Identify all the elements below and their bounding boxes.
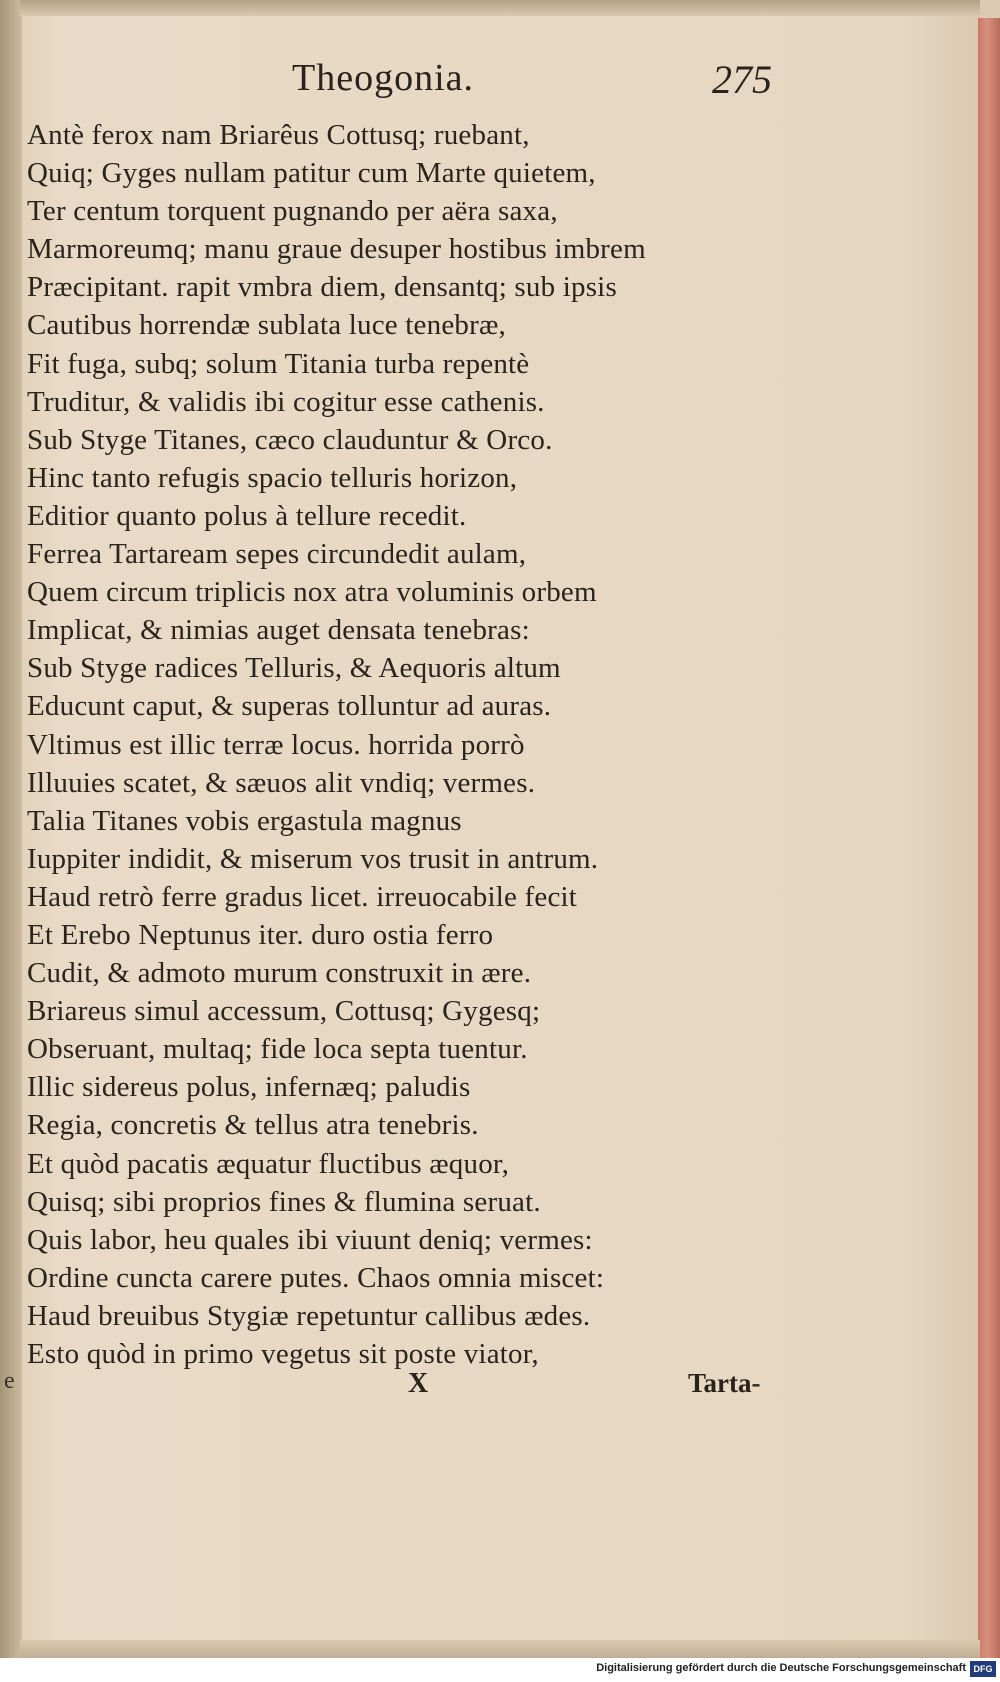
verse-line: Iuppiter indidit, & miserum vos trusit in antrum.	[27, 842, 599, 875]
verse-line: Cautibus horrendæ sublata luce tenebræ,	[27, 309, 506, 342]
verse-line: Quisq; sibi proprios fines & flumina seruat.	[27, 1185, 541, 1218]
verse-line: Regia, concretis & tellus atra tenebris.	[27, 1109, 479, 1142]
red-fore-edge	[978, 18, 1000, 1658]
page-top-edge	[20, 0, 980, 16]
verse-line: Quem circum triplicis nox atra voluminis orbem	[27, 576, 597, 609]
running-head	[22, 56, 802, 106]
verse-line: Et Erebo Neptunus iter. duro ostia ferro	[27, 918, 494, 951]
verse-line: Cudit, & admoto murum construxit in ære.	[27, 957, 532, 990]
page-number: 275	[712, 57, 772, 102]
running-head-title: Theogonia.	[292, 57, 475, 99]
verse-line: Esto quòd in primo vegetus sit poste viator,	[27, 1338, 539, 1370]
page-gutter	[0, 0, 22, 1682]
verse-line: Ferrea Tartaream sepes circundedit aulam,	[27, 538, 527, 571]
catchword: Tarta-	[688, 1368, 761, 1398]
signature-mark: X	[408, 1368, 429, 1399]
verse-line: Ordine cuncta carere putes. Chaos omnia miscet:	[27, 1261, 605, 1294]
verse-line: Quis labor, heu quales ibi viuunt deniq; vermes:	[27, 1223, 593, 1256]
verse-line: Marmoreumq; manu graue desuper hostibus imbrem	[27, 233, 646, 266]
digitization-footer	[0, 1658, 1000, 1682]
verse-line: Truditur, & validis ibi cogitur esse cathenis.	[27, 385, 545, 418]
verse-line: Haud breuibus Stygiæ repetuntur callibus ædes.	[27, 1299, 591, 1332]
verse-line: Antè ferox nam Briarêus Cottusq; ruebant,	[27, 119, 530, 151]
verse-line: Hinc tanto refugis spacio telluris horizon,	[27, 461, 518, 494]
verse-line: Briareus simul accessum, Cottusq; Gygesq;	[27, 995, 541, 1028]
verse-line: Vltimus est illic terræ locus. horrida porrò	[27, 728, 525, 761]
verse-line: Præcipitant. rapit vmbra diem, densantq; sub ipsis	[27, 271, 617, 304]
dfg-logo: DFG	[970, 1661, 996, 1677]
verse-line: Editior quanto polus à tellure recedit.	[27, 499, 467, 532]
verse-line: Haud retrò ferre gradus licet. irreuocabile fecit	[27, 880, 578, 913]
page-bottom-edge	[20, 1640, 980, 1658]
verse-line: Obseruant, multaq; fide loca septa tuentur.	[27, 1033, 528, 1066]
margin-mark: e	[4, 1368, 15, 1394]
footer-credit-text: Digitalisierung gefördert durch die Deutsche Forschungsgemeinschaft	[596, 1662, 966, 1674]
verse-line: Illic sidereus polus, infernæq; paludis	[27, 1071, 471, 1104]
verse-line: Talia Titanes vobis ergastula magnus	[27, 804, 462, 837]
verse-line: Fit fuga, subq; solum Titania turba repentè	[27, 347, 530, 380]
verse-line: Implicat, & nimias auget densata tenebras:	[27, 614, 530, 647]
verse-line: Educunt caput, & superas tolluntur ad auras.	[27, 690, 552, 723]
verse-line: Ter centum torquent pugnando per aëra saxa,	[27, 195, 558, 228]
verse-line: Sub Styge radices Telluris, & Aequoris altum	[27, 652, 561, 685]
verse-text-block	[27, 116, 747, 1373]
verse-line: Illuuies scatet, & sæuos alit vndiq; vermes.	[27, 766, 536, 799]
verse-line: Sub Styge Titanes, cæco clauduntur & Orco.	[27, 423, 553, 456]
verse-line: Et quòd pacatis æquatur fluctibus æquor,	[27, 1147, 510, 1180]
verse-line: Quiq; Gyges nullam patitur cum Marte quietem,	[27, 157, 596, 190]
